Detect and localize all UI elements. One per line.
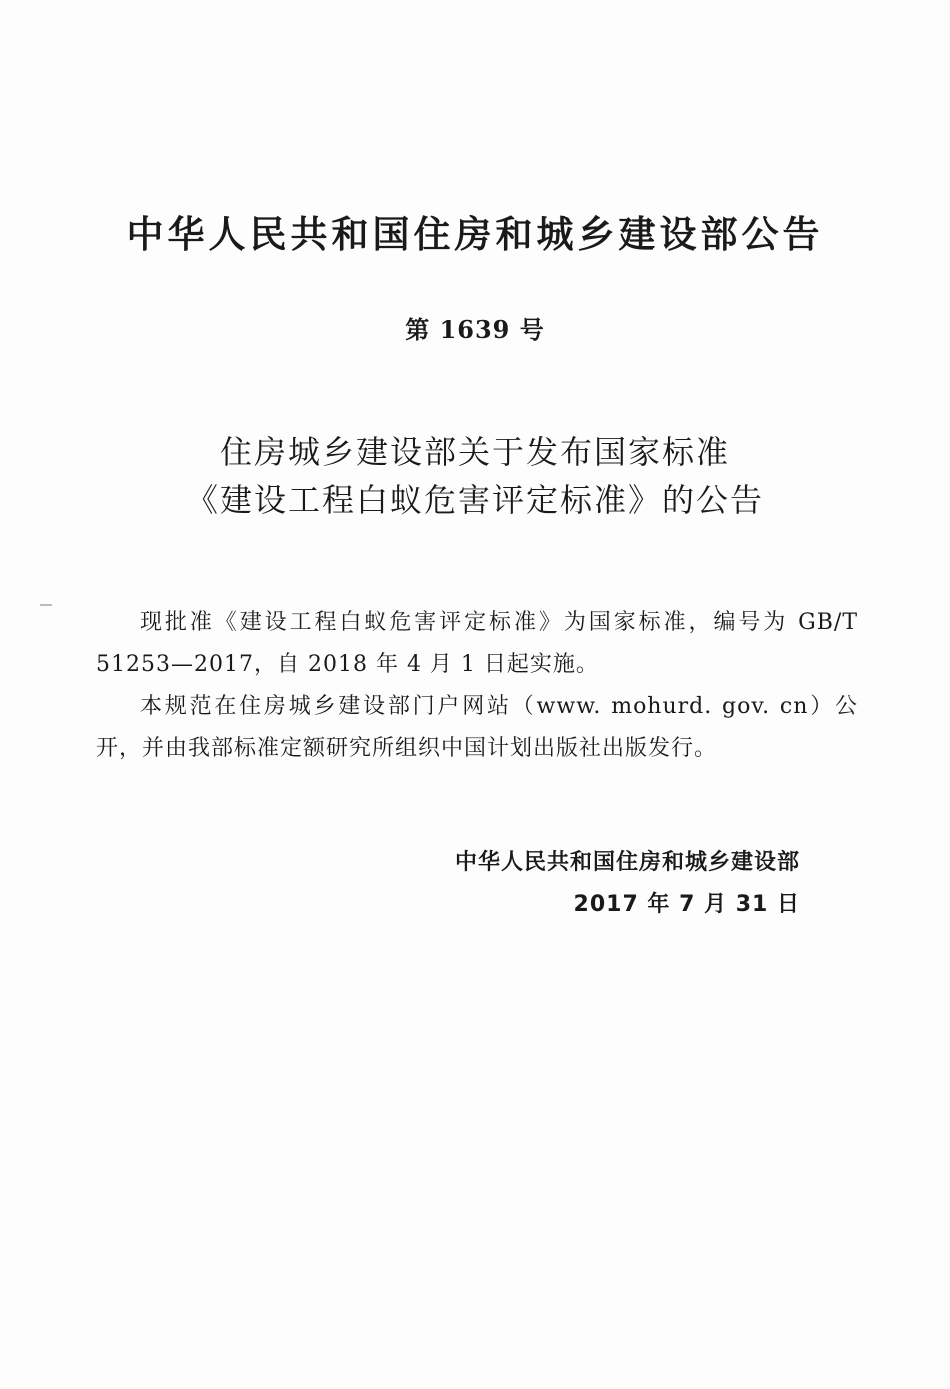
- body-paragraph-publication: 本规范在住房城乡建设部门户网站（www. mohurd. gov. cn）公开，并由我部标准定额研究所组织中国计划出版社出版发行。: [96, 694, 858, 761]
- announcement-body: [96, 602, 858, 770]
- body-paragraph-approval: 现批准《建设工程白蚁危害评定标准》为国家标准，编号为 GB/T 51253—2017，自 2018 年 4 月 1 日起实施。: [96, 610, 858, 677]
- announcement-number: 第 1639 号: [405, 315, 545, 344]
- scan-mark: [40, 604, 52, 606]
- subtitle-line-2: 《建设工程白蚁危害评定标准》的公告: [185, 481, 764, 519]
- announcement-title: 中华人民共和国住房和城乡建设部公告: [126, 213, 824, 256]
- signature-date: 2017 年 7 月 31 日: [573, 892, 800, 917]
- announcement-subtitle: [0, 428, 950, 524]
- signature-organization: 中华人民共和国住房和城乡建设部: [454, 850, 800, 875]
- subtitle-line-1: 住房城乡建设部关于发布国家标准: [219, 433, 730, 471]
- signature-block: [455, 842, 800, 926]
